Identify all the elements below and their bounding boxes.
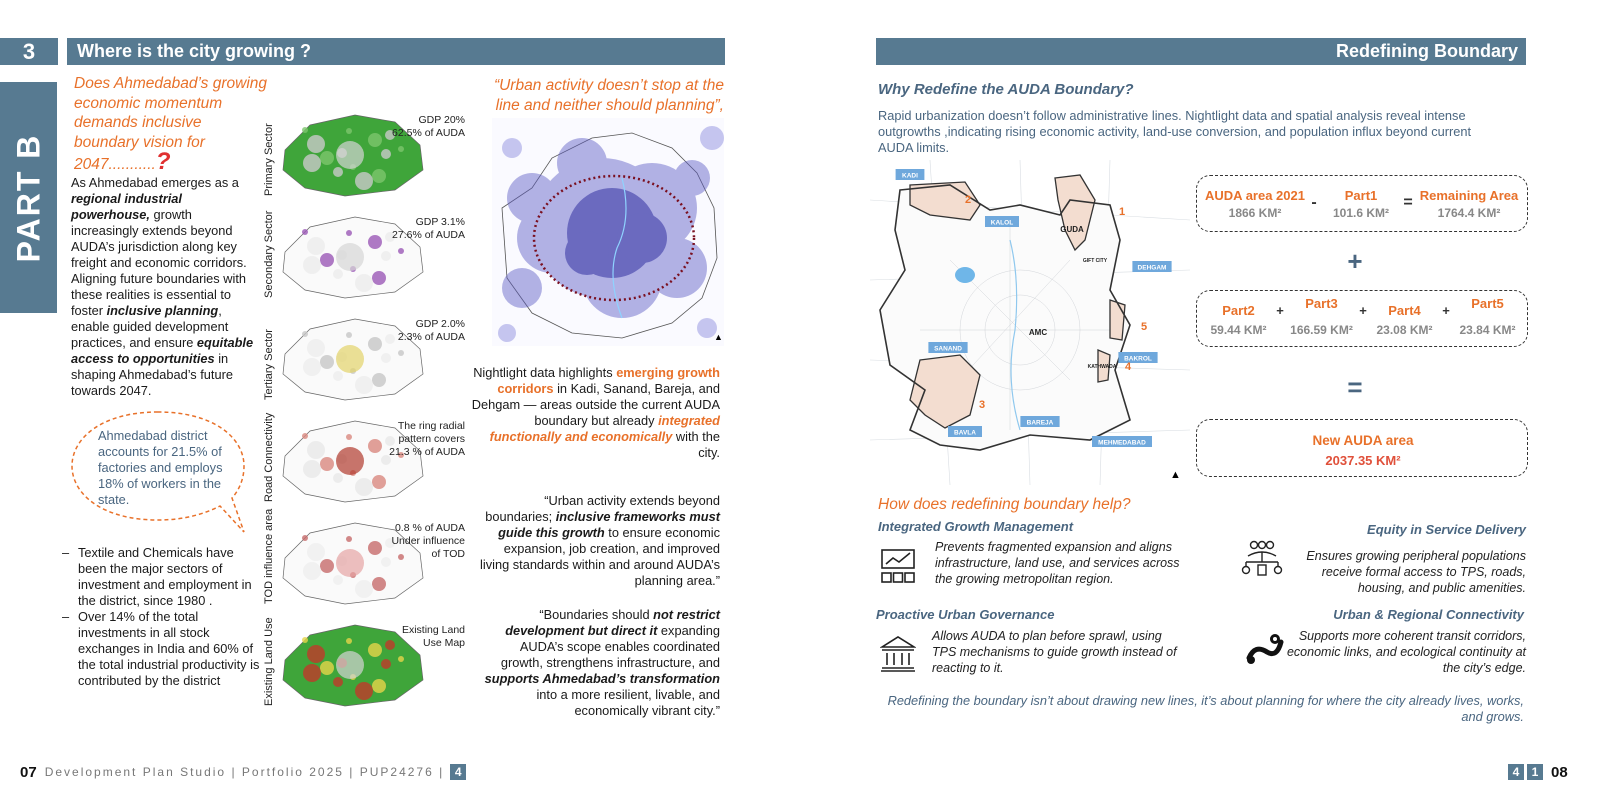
text-run: to ensure economic expansion, job creation, and improved living standards within and around AUDA’s planning area.” (480, 525, 720, 588)
right-footer (1508, 763, 1568, 781)
part-plus: + (1442, 303, 1450, 318)
nightlight-text (470, 365, 720, 461)
question-heading (74, 74, 270, 175)
right-footer-box-1: 4 (1508, 764, 1524, 780)
question-text: Does Ahmedabad’s growing economic momentum demands inclusive boundary vision for 2047........... (74, 75, 268, 173)
calc-c-label: Remaining Area (1419, 188, 1519, 203)
help-title-equity: Equity in Service Delivery (1367, 522, 1526, 537)
text-run: “Boundaries should (539, 607, 654, 622)
map-tag (1132, 261, 1171, 272)
sector-caption: GDP 20% 62.5% of AUDA (392, 114, 465, 139)
help-text-governance: Allows AUDA to plan before sprawl, using TPS mechanisms to guide growth instead of reacting to it. (932, 629, 1177, 675)
equals-sign: = (1347, 372, 1363, 402)
nightlight-map (492, 118, 724, 346)
text-run: regional industrial powerhouse, (71, 191, 182, 222)
text-run: inclusive planning (106, 303, 219, 318)
calc-a-label: AUDA area 2021 (1205, 188, 1305, 203)
sector-label: TOD influence area (263, 508, 275, 604)
right-header-bar: Redefining Boundary (876, 38, 1526, 65)
part-value: 23.84 KM² (1459, 323, 1516, 337)
bubble-text: Ahmedabad district accounts for 21.5% of factories and employs 18% of workers in the state. (98, 428, 223, 507)
sector-label: Primary Sector (263, 123, 275, 196)
why-title: Why Redefine the AUDA Boundary? (878, 81, 1134, 98)
map-part-number: 3 (978, 399, 986, 411)
text-run: As Ahmedabad emerges as a (71, 175, 239, 190)
result-label: New AUDA area (1312, 433, 1414, 448)
part-label: PART B (10, 133, 46, 262)
studio-line: Development Plan Studio | Portfolio 2025 | PUP24276 | (44, 765, 445, 779)
map-tag (985, 216, 1019, 227)
map-part-number: 2 (964, 194, 972, 206)
sector-caption: GDP 2.0% 2.3% of AUDA (397, 318, 465, 343)
text-run: supports Ahmedabad’s transformation (484, 671, 720, 686)
part-value: 166.59 KM² (1290, 323, 1353, 337)
map-tag (1020, 416, 1059, 427)
boundary-map (870, 160, 1190, 485)
part-value: 59.44 KM² (1210, 323, 1267, 337)
question-mark: ? (155, 148, 171, 175)
quote-1 (478, 493, 720, 589)
calc-a-value: 1866 KM² (1228, 206, 1282, 220)
calc-equals-small: = (1403, 194, 1413, 211)
map-label: GUDA (1060, 225, 1084, 234)
bullet-list (62, 545, 262, 689)
help-text-connectivity: Supports more coherent transit corridors, economic links, and ecological continuity at the city’s edge. (1286, 629, 1526, 675)
help-title-governance: Proactive Urban Governance (876, 607, 1055, 622)
map-part-number: 1 (1118, 206, 1126, 218)
part-plus: + (1359, 303, 1367, 318)
map-part-number: 4 (1124, 361, 1132, 373)
part-label: Part3 (1305, 296, 1338, 311)
quote-headline: “Urban activity doesn’t stop at the line and neither should planning”, (493, 77, 724, 114)
calc-c-value: 1764.4 KM² (1437, 206, 1501, 220)
map-label: KATHWADA (1087, 364, 1117, 370)
svg-text:▲: ▲ (1170, 469, 1181, 481)
result-value: 2037.35 KM² (1325, 453, 1401, 468)
map-label: GIFT CITY (1082, 258, 1108, 264)
map-label: AMC (1028, 328, 1048, 337)
how-title: How does redefining boundary help? (878, 496, 1131, 513)
svg-text:BAVLA: BAVLA (954, 429, 976, 437)
svg-text:KALOL: KALOL (990, 219, 1014, 227)
route-icon (1245, 632, 1285, 666)
svg-text:▲: ▲ (714, 332, 723, 342)
sector-label: Tertiary Sector (263, 329, 275, 400)
part-label: Part2 (1222, 303, 1255, 318)
svg-text:MEHMEDABAD: MEHMEDABAD (1098, 439, 1146, 447)
map-tag (928, 342, 967, 353)
plus-sign: + (1347, 246, 1363, 276)
calc-b-label: Part1 (1344, 188, 1378, 203)
stat-bubble (72, 410, 244, 522)
text-run: emerging growth corridors (497, 365, 720, 396)
help-text-integrated: Prevents fragmented expansion and aligns infrastructure, land use, and services across the growing metropolitan region. (935, 540, 1180, 586)
bullet-item: – Over 14% of the total investments in all stock exchanges in India and 60% of the total industrial productivity is contributed by the district (62, 609, 260, 688)
sector-label: Secondary Sector (263, 210, 275, 298)
part-label: Part5 (1471, 296, 1504, 311)
part-value: 23.08 KM² (1376, 323, 1433, 337)
sector-label: Existing Land Use (263, 617, 275, 706)
part-plus: + (1276, 303, 1284, 318)
right-footer-box-2: 1 (1527, 764, 1543, 780)
help-text-equity: Ensures growing peripheral populations receive formal access to TPS, roads, housing, and public amenities. (1306, 549, 1526, 595)
part-label-sidebar (0, 82, 57, 313)
bullet-item: – Textile and Chemicals have been the major sectors of investment and employment in the district, since 1980 . (62, 545, 252, 608)
section-number: 3 (0, 38, 58, 65)
sector-caption: The ring radial pattern covers 21.3 % of AUDA (389, 420, 465, 458)
text-run: Nightlight data highlights (473, 365, 617, 380)
text-run: inclusive frameworks must guide this growth (498, 509, 720, 540)
right-page-number: 08 (1551, 763, 1568, 781)
government-building-icon (880, 635, 916, 673)
text-run: not restrict development but direct it (505, 607, 720, 638)
left-footer (20, 763, 466, 781)
calc-box-auda-2021 (1196, 175, 1528, 232)
map-part-number: 5 (1140, 321, 1148, 333)
map-tag (1092, 436, 1152, 447)
text-run: , enable guided development practices, and ensure (71, 303, 229, 350)
text-run: integrated functionally and economically (489, 413, 720, 444)
left-header-bar: Where is the city growing ? (67, 38, 725, 65)
text-run: in Kadi, Sanand, Bareja, and Dehgam — areas outside the current AUDA boundary but already (471, 381, 720, 428)
map-tag (948, 426, 982, 437)
sector-label: Road Connectivity (263, 412, 275, 502)
result-box (1196, 419, 1528, 477)
text-run: in shaping Ahmedabad’s future towards 2047. (71, 351, 233, 398)
text-run: expanding AUDA’s scope enables coordinated growth, strengthens infrastructure, and (500, 623, 720, 670)
why-text: Rapid urbanization doesn’t follow administrative lines. Nightlight data and spatial analysis reveal intense outgrowths ,indicating rising economic activity, land-use conversion, and population influx beyond current AUDA limits. (878, 108, 1472, 155)
calc-minus: - (1311, 194, 1317, 211)
help-title-connectivity: Urban & Regional Connectivity (1333, 607, 1524, 622)
quote-2 (478, 607, 720, 719)
text-run: growth increasingly extends beyond AUDA’s jurisdiction along key freight and economic corridors. Aligning future boundaries with these realities is essential to foster (71, 207, 247, 318)
sector-maps (265, 108, 465, 720)
text-run: “Urban activity extends beyond boundaries; (485, 493, 720, 524)
chart-icon (880, 548, 916, 584)
part-label: Part4 (1388, 303, 1421, 318)
sector-caption: Existing Land Use Map (401, 624, 465, 649)
sector-caption: 0.8 % of AUDA Under influence of TOD (391, 522, 465, 560)
calc-box-parts (1196, 290, 1528, 347)
intro-paragraph (71, 175, 261, 399)
svg-text:BAREJA: BAREJA (1026, 419, 1054, 427)
svg-text:DEHGAM: DEHGAM (1137, 264, 1167, 272)
people-network-icon (1240, 540, 1284, 576)
closing-statement: Redefining the boundary isn’t about drawing new lines, it’s about planning for where the city already lives, works, and grows. (887, 693, 1524, 724)
sector-caption: GDP 3.1% 27.6% of AUDA (392, 216, 465, 241)
help-title-integrated: Integrated Growth Management (878, 519, 1074, 534)
calc-b-value: 101.6 KM² (1332, 206, 1390, 220)
svg-text:SANAND: SANAND (934, 345, 962, 353)
svg-text:BAKROL: BAKROL (1124, 355, 1152, 363)
left-footer-box: 4 (450, 764, 466, 780)
map-tag (896, 169, 925, 180)
text-run: equitable access to opportunities (71, 335, 254, 366)
svg-text:KADI: KADI (902, 172, 918, 180)
left-page-number: 07 (20, 763, 37, 781)
text-run: into a more resilient, livable, and economically vibrant city.” (536, 687, 720, 718)
text-run: with the city. (672, 429, 720, 460)
